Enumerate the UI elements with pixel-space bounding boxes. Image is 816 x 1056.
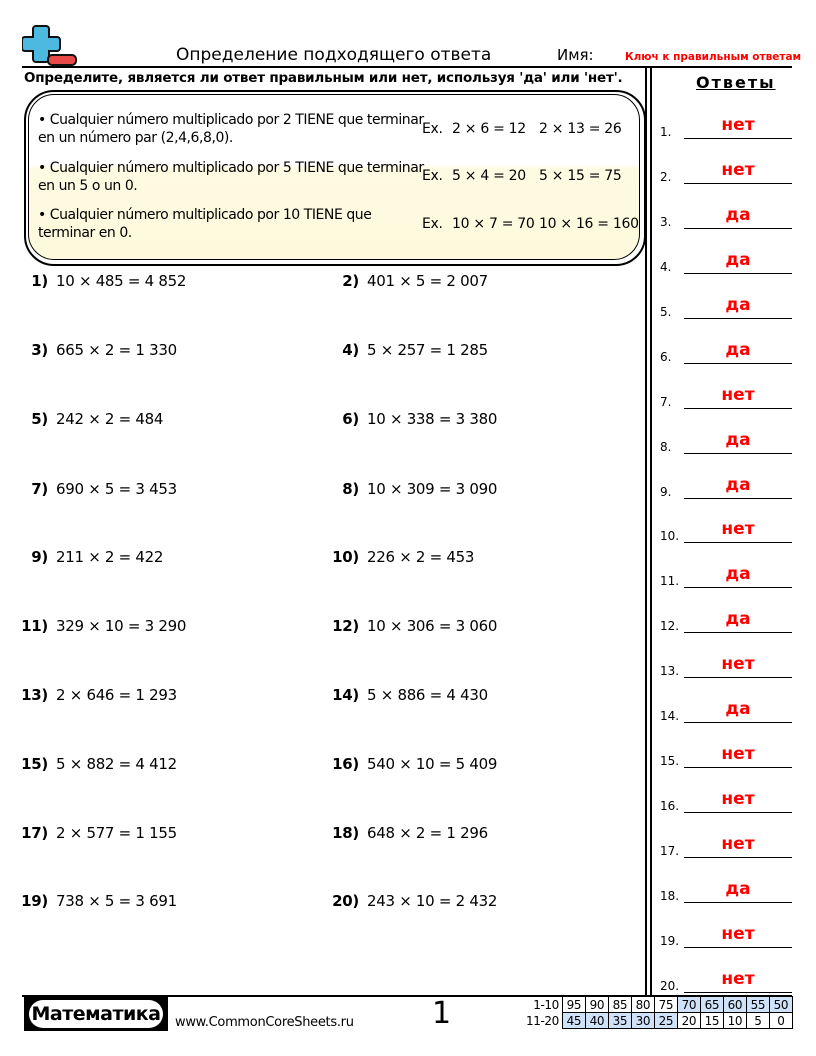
rule-example — [422, 121, 622, 137]
rule-text: • Cualquier número multiplicado por 5 TIENE que terminar en un 5 o un 0. — [38, 160, 424, 194]
answer-value: да — [725, 295, 751, 315]
answer-key-label: Ключ к правильным ответам — [625, 51, 802, 63]
problem: 20) 243 × 10 = 2 432 — [332, 892, 498, 910]
problem: 15) 5 × 882 = 4 412 — [21, 755, 177, 773]
answer-value: да — [725, 609, 751, 629]
math-logo-icon — [22, 24, 78, 68]
answer-value: да — [725, 430, 751, 450]
rule-example — [422, 168, 622, 184]
answer-field[interactable]: 19. нет — [660, 924, 792, 948]
column-divider — [650, 67, 652, 997]
problem: 18) 648 × 2 = 1 296 — [332, 824, 488, 842]
example-label: Ex. — [422, 168, 443, 184]
answer-field[interactable]: 5. да — [660, 295, 792, 319]
answer-value: нет — [721, 654, 755, 674]
problem: 19) 738 × 5 = 3 691 — [21, 892, 177, 910]
answer-field[interactable]: 6. да — [660, 340, 792, 364]
problem: 12) 10 × 306 = 3 060 — [332, 617, 498, 635]
worksheet-title: Определение подходящего ответа — [176, 45, 492, 65]
answer-value: нет — [721, 160, 755, 180]
answer-value: да — [725, 250, 751, 270]
score-table — [524, 996, 793, 1029]
example-2: 2 × 13 = 26 — [539, 121, 622, 137]
answer-field[interactable]: 10. нет — [660, 519, 792, 543]
example-1: 5 × 4 = 20 — [452, 168, 526, 184]
rules-box — [28, 94, 640, 260]
problem: 6) 10 × 338 = 3 380 — [342, 410, 498, 428]
example-label: Ex. — [422, 121, 443, 137]
answer-field[interactable]: 14. да — [660, 699, 792, 723]
problem: 3) 665 × 2 = 1 330 — [31, 341, 177, 359]
answer-value: нет — [721, 969, 755, 989]
rule-text: • Cualquier número multiplicado por 10 TIENE que terminar en 0. — [38, 207, 372, 241]
instructions: Определите, является ли ответ правильным или нет, используя 'да' или 'нет'. — [24, 70, 623, 86]
site-url[interactable]: www.CommonCoreSheets.ru — [175, 1015, 354, 1030]
answer-value: нет — [721, 519, 755, 539]
answers-title: Ответы — [696, 73, 776, 92]
problem: 5) 242 × 2 = 484 — [31, 410, 164, 428]
page-number: 1 — [432, 996, 452, 1031]
answer-value: нет — [721, 385, 755, 405]
answer-value: нет — [721, 789, 755, 809]
answer-value: да — [725, 699, 751, 719]
problem: 10) 226 × 2 = 453 — [332, 548, 475, 566]
answer-field[interactable]: 9. да — [660, 475, 792, 499]
answer-field[interactable]: 7. нет — [660, 385, 792, 409]
answer-field[interactable]: 11. да — [660, 564, 792, 588]
rule-text: • Cualquier número multiplicado por 2 TIENE que terminar en un número par (2,4,6,8,0). — [38, 112, 424, 146]
answer-value: да — [725, 564, 751, 584]
problem: 11) 329 × 10 = 3 290 — [21, 617, 187, 635]
problem: 1) 10 × 485 = 4 852 — [31, 272, 187, 290]
answer-field[interactable]: 15. нет — [660, 744, 792, 768]
problem: 8) 10 × 309 = 3 090 — [342, 480, 498, 498]
answer-value: нет — [721, 924, 755, 944]
answer-value: да — [725, 205, 751, 225]
rule-example — [422, 216, 639, 232]
answer-value: нет — [721, 115, 755, 135]
answer-field[interactable]: 8. да — [660, 430, 792, 454]
answer-value: да — [725, 879, 751, 899]
score-row: 11-20 45 40 35 30 25 20 15 10 5 0 — [524, 1013, 792, 1029]
problem: 17) 2 × 577 = 1 155 — [21, 824, 177, 842]
problem: 16) 540 × 10 = 5 409 — [332, 755, 498, 773]
header-divider — [22, 66, 792, 68]
score-row: 1-10 95 90 85 80 75 70 65 60 55 50 — [524, 997, 792, 1013]
answer-field[interactable]: 18. да — [660, 879, 792, 903]
answer-value: нет — [721, 834, 755, 854]
example-2: 5 × 15 = 75 — [539, 168, 622, 184]
answer-field[interactable]: 1. нет — [660, 115, 792, 139]
problem: 7) 690 × 5 = 3 453 — [31, 480, 177, 498]
example-1: 2 × 6 = 12 — [452, 121, 526, 137]
answer-value: да — [725, 475, 751, 495]
problem: 13) 2 × 646 = 1 293 — [21, 686, 177, 704]
answer-field[interactable]: 12. да — [660, 609, 792, 633]
answer-value: нет — [721, 744, 755, 764]
name-label: Имя: — [557, 46, 594, 64]
answer-field[interactable]: 2. нет — [660, 160, 792, 184]
answer-field[interactable]: 3. да — [660, 205, 792, 229]
answer-field[interactable]: 17. нет — [660, 834, 792, 858]
answer-field[interactable]: 4. да — [660, 250, 792, 274]
brand-badge — [24, 997, 168, 1031]
example-2: 10 × 16 = 160 — [539, 216, 639, 232]
example-1: 10 × 7 = 70 — [452, 216, 535, 232]
example-label: Ex. — [422, 216, 443, 232]
answer-field[interactable]: 20. нет — [660, 969, 792, 993]
problem: 2) 401 × 5 = 2 007 — [342, 272, 488, 290]
problem: 9) 211 × 2 = 422 — [31, 548, 164, 566]
problem: 14) 5 × 886 = 4 430 — [332, 686, 488, 704]
answer-field[interactable]: 13. нет — [660, 654, 792, 678]
problem: 4) 5 × 257 = 1 285 — [342, 341, 488, 359]
answer-field[interactable]: 16. нет — [660, 789, 792, 813]
answer-value: да — [725, 340, 751, 360]
brand-label: Математика — [29, 1000, 163, 1028]
